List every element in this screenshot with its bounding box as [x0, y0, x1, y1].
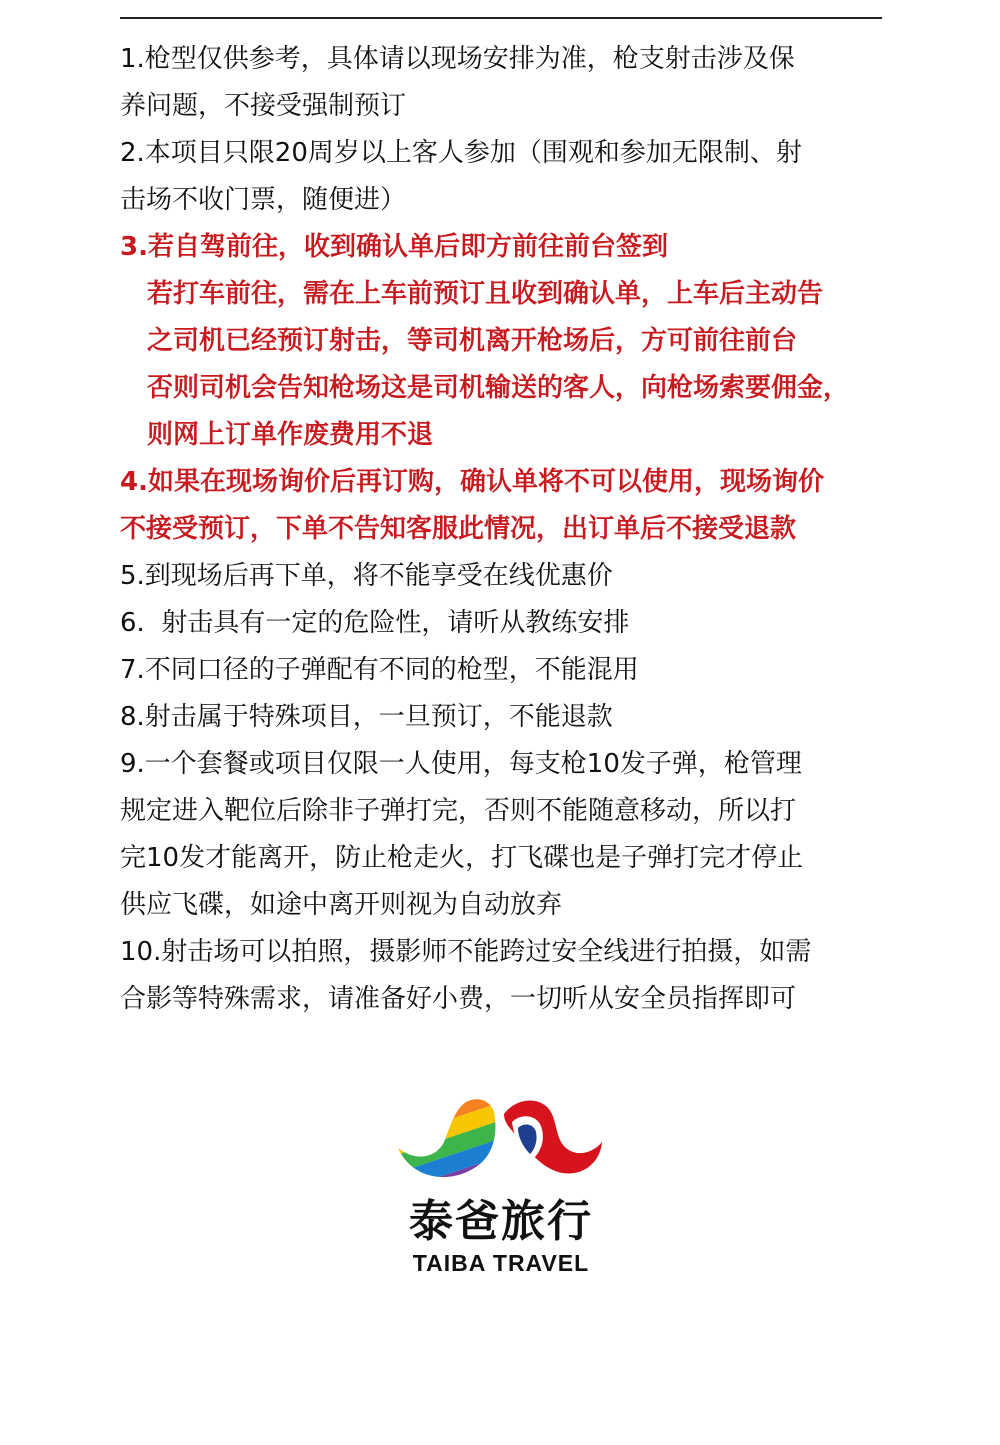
note-10-line-2: 合影等特殊需求，请准备好小费，一切听从安全员指挥即可 — [120, 984, 797, 1014]
note-2-line-1: 2.本项目只限20周岁以上客人参加（围观和参加无限制、射 — [120, 138, 802, 168]
note-4-line-1: 4.如果在现场询价后再订购，确认单将不可以使用，现场询价 — [120, 467, 824, 497]
top-divider — [120, 17, 882, 19]
note-5: 5.到现场后再下单，将不能享受在线优惠价 — [120, 561, 613, 591]
note-7: 7.不同口径的子弹配有不同的枪型，不能混用 — [120, 655, 639, 685]
note-3-line-5: 则网上订单作废费用不退 — [147, 420, 434, 450]
notes-list — [120, 36, 920, 1023]
rainbow-mustache-logo-icon — [394, 1092, 606, 1192]
note-3-line-2: 若打车前往，需在上车前预订且收到确认单，上车后主动告 — [147, 279, 824, 309]
note-1-line-1: 1.枪型仅供参考，具体请以现场安排为准，枪支射击涉及保 — [120, 44, 795, 74]
note-6: 6. 射击具有一定的危险性，请听从教练安排 — [120, 608, 630, 638]
note-3-line-4: 否则司机会告知枪场这是司机输送的客人，向枪场索要佣金， — [147, 373, 850, 403]
note-3-line-3: 之司机已经预订射击，等司机离开枪场后，方可前往前台 — [147, 326, 798, 356]
note-9-line-1: 9.一个套餐或项目仅限一人使用，每支枪10发子弹，枪管理 — [120, 749, 802, 779]
note-10-line-1: 10.射击场可以拍照，摄影师不能跨过安全线进行拍摄，如需 — [120, 937, 812, 967]
brand-name-cn: 泰爸旅行 — [409, 1196, 593, 1247]
brand-name-en: TAIBA TRAVEL — [412, 1250, 590, 1276]
note-9-line-2: 规定进入靶位后除非子弹打完，否则不能随意移动，所以打 — [120, 796, 797, 826]
note-4-line-2: 不接受预订，下单不告知客服此情况，出订单后不接受退款 — [120, 514, 797, 544]
note-9-line-3: 完10发才能离开，防止枪走火，打飞碟也是子弹打完才停止 — [120, 843, 804, 873]
note-9-line-4: 供应飞碟，如途中离开则视为自动放弃 — [120, 890, 563, 920]
brand-logo — [390, 1040, 612, 1290]
note-2-line-2: 击场不收门票，随便进） — [120, 185, 407, 215]
note-8: 8.射击属于特殊项目，一旦预订，不能退款 — [120, 702, 613, 732]
note-3-line-1: 3.若自驾前往，收到确认单后即方前往前台签到 — [120, 232, 668, 262]
note-1-line-2: 养问题，不接受强制预订 — [120, 91, 407, 121]
